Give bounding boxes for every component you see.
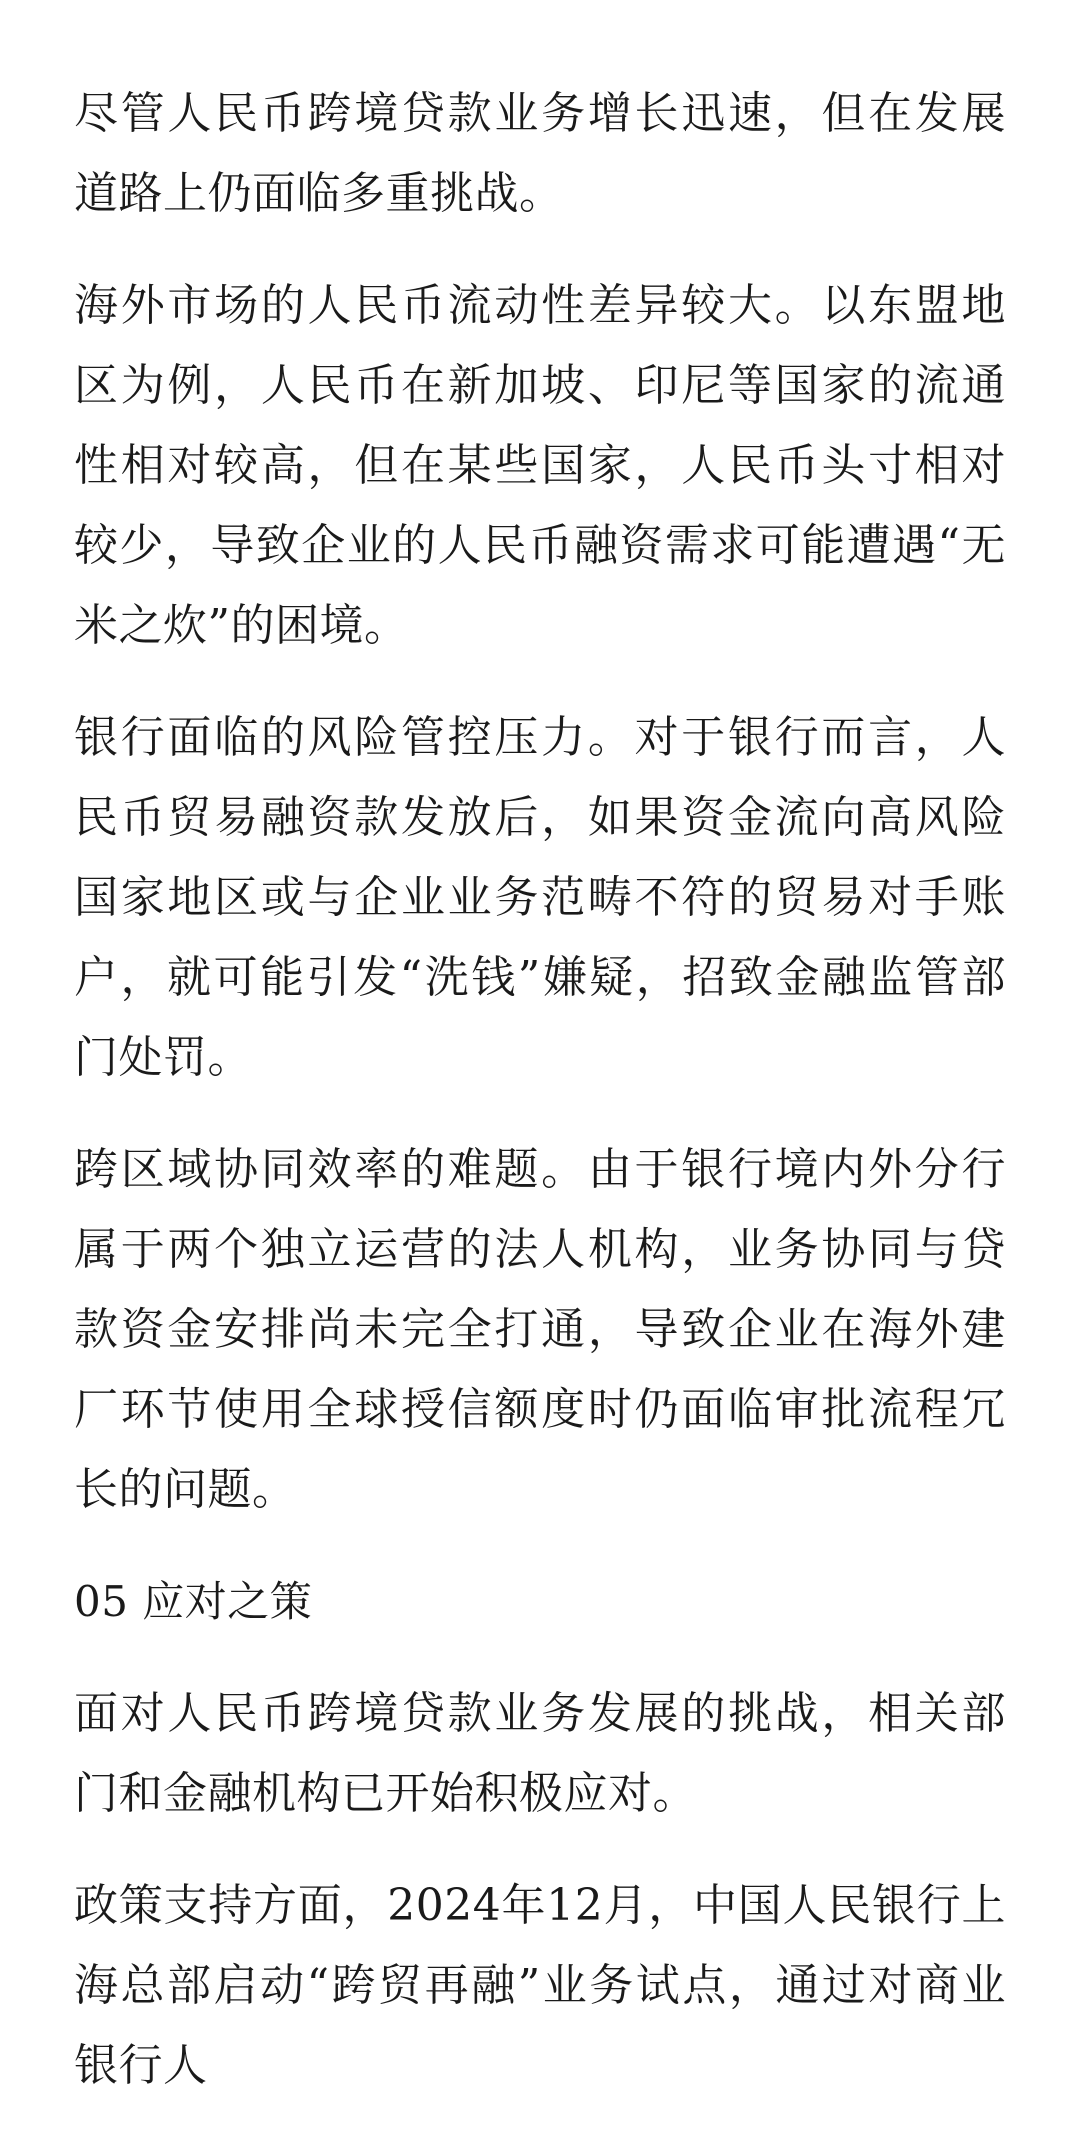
paragraph-risk-control: 银行面临的风险管控压力。对于银行而言，人民币贸易融资款发放后，如果资金流向高风险国家地区或与企业业务范畴不符的贸易对手账户，就可能引发“洗钱”嫌疑，招致金融监管部门处罚。 bbox=[74, 712, 1006, 1083]
article-body bbox=[74, 74, 1006, 2138]
paragraph-response-intro: 面对人民币跨境贷款业务发展的挑战，相关部门和金融机构已开始积极应对。 bbox=[74, 1688, 1006, 1819]
paragraph-liquidity: 海外市场的人民币流动性差异较大。以东盟地区为例，人民币在新加坡、印尼等国家的流通性相对较高，但在某些国家，人民币头寸相对较少，导致企业的人民币融资需求可能遭遇“无米之炊”的困境。 bbox=[74, 280, 1006, 651]
paragraph-challenges-intro: 尽管人民币跨境贷款业务增长迅速，但在发展道路上仍面临多重挑战。 bbox=[74, 88, 1006, 219]
section-heading: 05 应对之策 bbox=[74, 1577, 313, 1626]
paragraph-policy-support: 政策支持方面，2024年12月，中国人民银行上海总部启动“跨贸再融”业务试点，通过对商业银行人 bbox=[74, 1880, 1006, 2091]
paragraph-coordination: 跨区域协同效率的难题。由于银行境内外分行属于两个独立运营的法人机构，业务协同与贷款资金安排尚未完全打通，导致企业在海外建厂环节使用全球授信额度时仍面临审批流程冗长的问题。 bbox=[74, 1144, 1006, 1515]
